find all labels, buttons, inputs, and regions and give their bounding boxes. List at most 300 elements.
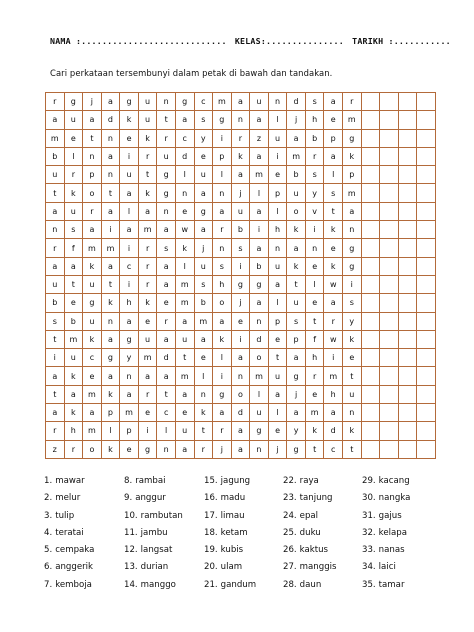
grid-cell: m [102,239,121,257]
grid-cell: g [250,422,269,440]
grid-cell: g [65,93,84,111]
grid-cell: g [139,441,158,459]
grid-cell: c [195,93,214,111]
grid-cell: p [269,313,288,331]
grid-cell: s [46,313,65,331]
grid-cell: e [195,148,214,166]
grid-cell: t [139,166,158,184]
grid-cell: k [65,367,84,385]
grid-cell: a [157,258,176,276]
grid-cell: u [83,276,102,294]
grid-cell [380,331,399,349]
grid-cell: a [250,111,269,129]
grid-cell: i [269,148,288,166]
grid-cell: t [306,313,325,331]
grid-cell: n [83,148,102,166]
grid-cell [362,166,381,184]
grid-cell: r [232,130,251,148]
grid-cell: t [102,276,121,294]
grid-cell: i [139,422,158,440]
word-list-item [362,562,452,579]
grid-cell: a [287,130,306,148]
grid-cell: h [306,111,325,129]
grid-cell: t [46,386,65,404]
word-text: melur [55,493,81,504]
grid-cell [399,367,418,385]
grid-cell: l [250,184,269,202]
grid-cell: a [232,349,251,367]
grid-cell: m [139,221,158,239]
grid-cell [399,111,418,129]
grid-cell: a [176,111,195,129]
grid-cell: g [287,441,306,459]
grid-cell: t [195,422,214,440]
grid-cell: n [250,313,269,331]
grid-cell [380,258,399,276]
grid-cell [417,203,436,221]
grid-cell [399,386,418,404]
grid-cell: n [269,239,288,257]
grid-cell: n [306,239,325,257]
grid-cell: a [83,111,102,129]
grid-cell [399,239,418,257]
grid-cell: a [157,367,176,385]
grid-cell: k [176,239,195,257]
grid-cell: k [65,404,84,422]
word-text: jambu [140,527,168,538]
grid-cell: t [157,386,176,404]
word-text: durian [140,562,169,573]
grid-cell: r [213,221,232,239]
grid-cell [399,313,418,331]
grid-cell: h [306,349,325,367]
grid-cell: a [250,203,269,221]
grid-cell: s [195,111,214,129]
grid-cell: t [287,276,306,294]
grid-cell: e [65,130,84,148]
word-number: 23. [283,493,297,504]
grid-cell: u [46,276,65,294]
grid-cell: u [176,422,195,440]
grid-cell [362,294,381,312]
grid-cell: h [120,294,139,312]
word-number: 25. [283,527,297,538]
word-number: 7. [44,579,53,590]
grid-cell [362,331,381,349]
word-list-item [362,545,452,562]
grid-cell: u [250,404,269,422]
grid-cell: g [157,184,176,202]
grid-cell: p [343,166,362,184]
grid-cell: a [120,221,139,239]
grid-cell: n [46,221,65,239]
word-list-item [44,528,124,545]
word-text: tamar [378,579,405,590]
grid-cell: a [102,331,121,349]
word-number: 22. [283,476,297,486]
grid-cell [399,166,418,184]
grid-cell [380,386,399,404]
word-list-item [44,476,124,493]
grid-cell: a [120,386,139,404]
grid-cell: u [232,203,251,221]
word-list-item [283,476,362,493]
grid-cell: m [176,294,195,312]
grid-cell: l [176,166,195,184]
grid-cell: e [176,404,195,422]
grid-cell: n [232,111,251,129]
grid-cell: m [46,130,65,148]
grid-cell: o [287,203,306,221]
grid-cell: k [343,422,362,440]
grid-cell: i [213,367,232,385]
grid-cell: u [269,130,288,148]
grid-cell: g [343,130,362,148]
grid-cell: a [157,221,176,239]
grid-cell: r [139,276,158,294]
word-list-item [283,545,362,562]
grid-cell: r [46,239,65,257]
grid-cell: b [287,166,306,184]
grid-cell: a [232,441,251,459]
word-number: 10. [124,510,138,521]
grid-cell: m [306,404,325,422]
grid-cell: d [250,331,269,349]
grid-cell: a [157,276,176,294]
grid-cell [417,130,436,148]
grid-cell [417,441,436,459]
word-list-item [124,511,204,528]
grid-cell: b [232,221,251,239]
grid-cell: n [232,367,251,385]
grid-cell: a [269,386,288,404]
grid-cell: t [157,111,176,129]
tarikh-field: TARIKH :........... [352,36,451,46]
grid-cell: s [65,221,84,239]
grid-cell: l [65,148,84,166]
grid-cell: w [176,221,195,239]
grid-cell: w [324,276,343,294]
grid-cell: a [46,404,65,422]
word-text: tulip [55,510,75,521]
grid-cell: n [250,441,269,459]
grid-cell: a [102,93,121,111]
grid-cell: a [102,258,121,276]
grid-cell: u [120,166,139,184]
grid-cell [362,404,381,422]
word-number: 17. [204,510,218,521]
grid-cell: o [83,184,102,202]
word-list-item [362,493,452,510]
grid-cell [380,148,399,166]
word-text: limau [220,510,245,521]
word-text: anggerik [55,562,94,573]
word-text: cempaka [55,545,95,556]
grid-cell: a [176,313,195,331]
grid-cell: n [120,367,139,385]
grid-cell: u [287,294,306,312]
word-number: 3. [44,510,53,521]
word-list-item [204,545,283,562]
word-search-grid [45,92,436,459]
grid-cell: a [287,239,306,257]
grid-cell: s [287,313,306,331]
grid-cell: u [65,111,84,129]
grid-cell: j [213,441,232,459]
grid-cell: p [269,184,288,202]
grid-cell: a [250,148,269,166]
grid-cell: g [120,331,139,349]
word-list-item [44,580,124,597]
word-list-item [204,476,283,493]
grid-cell: s [157,239,176,257]
grid-cell: d [232,404,251,422]
grid-cell [380,313,399,331]
grid-cell: k [306,422,325,440]
word-number: 24. [283,510,297,521]
grid-cell [362,111,381,129]
grid-cell: h [324,386,343,404]
word-text: tanjung [299,493,333,504]
word-list-item [283,493,362,510]
grid-cell [380,349,399,367]
grid-cell: b [46,294,65,312]
word-number: 29. [362,476,376,486]
grid-cell: e [306,294,325,312]
grid-cell: i [232,258,251,276]
grid-cell [399,404,418,422]
grid-cell: n [157,441,176,459]
word-list-item [204,511,283,528]
word-text: kelapa [378,527,408,538]
grid-cell: u [139,111,158,129]
grid-cell: a [195,184,214,202]
grid-cell: b [46,148,65,166]
word-list-item [44,511,124,528]
word-number: 32. [362,527,376,538]
grid-cell: k [324,221,343,239]
grid-cell: k [102,441,121,459]
grid-cell [362,441,381,459]
grid-cell: a [120,313,139,331]
grid-cell: a [213,313,232,331]
grid-cell [399,258,418,276]
grid-cell: r [157,130,176,148]
grid-cell: m [324,367,343,385]
grid-cell: d [157,349,176,367]
grid-cell [362,349,381,367]
grid-cell: j [83,93,102,111]
grid-cell: l [213,166,232,184]
word-list-item [362,528,452,545]
word-list-item [204,580,283,597]
grid-cell: u [157,148,176,166]
grid-cell: t [46,184,65,202]
grid-cell [417,422,436,440]
grid-cell: j [269,441,288,459]
grid-cell [380,130,399,148]
word-list-item [124,562,204,579]
grid-cell: y [195,130,214,148]
grid-cell [417,331,436,349]
grid-cell: b [250,258,269,276]
grid-cell: h [65,422,84,440]
grid-cell [399,93,418,111]
grid-cell: m [195,313,214,331]
word-text: duku [299,527,321,538]
grid-cell: n [176,184,195,202]
grid-cell [380,203,399,221]
grid-cell [417,166,436,184]
grid-cell [417,93,436,111]
grid-cell: k [232,148,251,166]
grid-cell: t [343,441,362,459]
grid-cell: a [83,404,102,422]
word-text: kemboja [55,579,92,590]
grid-cell: u [195,166,214,184]
grid-cell: t [306,441,325,459]
word-text: teratai [55,527,84,538]
grid-cell: e [120,130,139,148]
grid-cell: k [83,258,102,276]
grid-cell: j [195,239,214,257]
grid-cell: r [195,441,214,459]
grid-cell: k [324,258,343,276]
grid-cell [399,130,418,148]
grid-cell: l [102,422,121,440]
grid-cell: g [213,386,232,404]
grid-cell [362,221,381,239]
grid-cell: m [176,367,195,385]
grid-cell: n [343,404,362,422]
grid-cell: i [120,276,139,294]
grid-cell: z [250,130,269,148]
grid-cell [417,258,436,276]
grid-cell: l [195,367,214,385]
grid-cell: r [46,93,65,111]
grid-cell: l [176,258,195,276]
grid-cell: k [139,130,158,148]
grid-cell: n [269,93,288,111]
grid-cell: l [250,386,269,404]
grid-cell [399,221,418,239]
grid-cell: l [269,294,288,312]
word-list-item [204,562,283,579]
grid-cell: c [120,258,139,276]
word-text: ketam [220,527,248,538]
grid-cell: u [65,203,84,221]
word-number: 19. [204,545,218,556]
word-text: langsat [140,545,173,556]
grid-cell [362,386,381,404]
grid-cell: n [102,313,121,331]
word-list-item [283,528,362,545]
grid-cell: e [139,404,158,422]
grid-cell: p [83,166,102,184]
grid-cell: s [306,166,325,184]
grid-cell [362,313,381,331]
grid-cell: a [232,93,251,111]
grid-cell: j [232,184,251,202]
grid-cell: m [287,148,306,166]
word-number: 6. [44,562,53,573]
grid-cell: u [269,258,288,276]
word-number: 33. [362,545,376,556]
grid-cell [417,148,436,166]
word-text: kaktus [299,545,329,556]
grid-cell: k [287,258,306,276]
grid-cell [380,276,399,294]
grid-cell: g [343,239,362,257]
word-text: gandum [220,579,257,590]
grid-cell: p [324,130,343,148]
grid-cell: t [324,203,343,221]
grid-cell: a [157,331,176,349]
grid-cell: t [269,349,288,367]
grid-cell: e [269,166,288,184]
grid-cell: c [324,441,343,459]
grid-cell: c [157,404,176,422]
grid-cell [380,422,399,440]
grid-cell: y [287,422,306,440]
grid-cell: e [269,422,288,440]
grid-cell: c [176,130,195,148]
grid-cell: a [46,203,65,221]
grid-cell: b [195,294,214,312]
word-list-item [204,493,283,510]
grid-cell: a [139,203,158,221]
word-number: 2. [44,493,53,504]
grid-cell: g [83,294,102,312]
grid-cell: e [176,203,195,221]
grid-cell [399,203,418,221]
grid-cell: u [139,93,158,111]
grid-cell [417,239,436,257]
grid-cell [417,294,436,312]
grid-cell: s [343,294,362,312]
word-number: 13. [124,562,138,573]
grid-cell: v [306,203,325,221]
grid-cell: a [232,166,251,184]
grid-cell: r [306,367,325,385]
grid-cell: u [139,331,158,349]
grid-cell: s [324,184,343,202]
word-text: manggis [299,562,337,573]
grid-cell: d [102,111,121,129]
grid-cell [380,93,399,111]
grid-cell [417,349,436,367]
word-list-item [283,580,362,597]
grid-cell: m [83,239,102,257]
grid-cell: g [120,93,139,111]
grid-cell: o [213,294,232,312]
grid-cell: r [306,148,325,166]
grid-cell: n [157,93,176,111]
grid-cell: t [46,331,65,349]
word-number: 9. [124,493,133,504]
word-number: 12. [124,545,138,556]
grid-cell: u [343,386,362,404]
grid-cell [362,130,381,148]
grid-cell: a [250,239,269,257]
grid-cell: t [83,130,102,148]
grid-cell: m [250,166,269,184]
grid-cell: u [195,258,214,276]
word-list-item [124,580,204,597]
grid-cell: m [250,367,269,385]
word-list-item [44,493,124,510]
grid-cell: i [120,239,139,257]
